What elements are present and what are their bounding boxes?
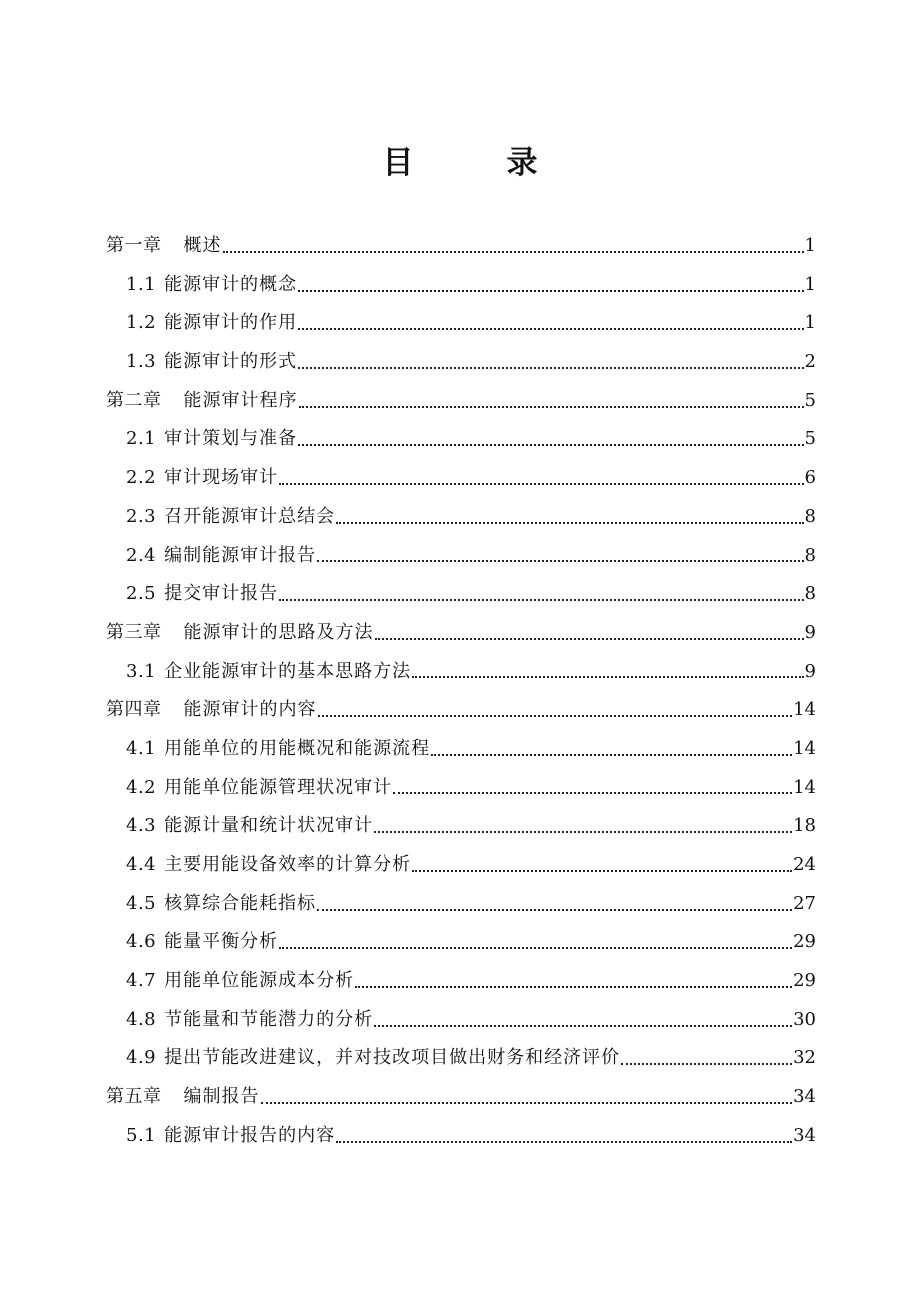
toc-entry-title: 能源审计程序	[183, 389, 298, 411]
toc-entry-title: 节能量和节能潜力的分析	[164, 1008, 374, 1030]
toc-entry-title: 能源审计的作用	[164, 312, 298, 334]
toc-entry-page: 14	[793, 776, 816, 798]
toc-entry-4-4[interactable]	[106, 846, 816, 885]
toc-entry-title: 审计现场审计	[164, 467, 279, 489]
dot-leader	[223, 250, 804, 253]
toc-entry-1-3[interactable]	[106, 343, 816, 382]
toc-entry-page: 5	[804, 389, 816, 411]
dot-leader	[318, 714, 793, 717]
toc-entry-number: 2.3	[126, 505, 157, 527]
toc-entry-number: 4.1	[126, 737, 157, 759]
toc-entry-title: 用能单位能源成本分析	[164, 970, 355, 992]
toc-entry-number: 2.2	[126, 467, 157, 489]
toc-entry-title: 能源审计的形式	[164, 351, 298, 373]
toc-entry-page: 29	[793, 970, 816, 992]
toc-entry-page: 34	[793, 1086, 816, 1108]
toc-entry-page: 14	[793, 699, 816, 721]
toc-entry-4-5[interactable]	[106, 885, 816, 924]
page-title: 目 录	[382, 145, 538, 181]
toc-entry-number: 第二章	[106, 389, 162, 411]
dot-leader	[298, 366, 803, 369]
toc-entry-number: 2.4	[126, 544, 157, 566]
toc-entry-4-8[interactable]	[106, 1001, 816, 1040]
toc-entry-number: 4.6	[126, 931, 157, 953]
toc-entry-page: 27	[793, 892, 816, 914]
toc-entry-chapter-5[interactable]	[106, 1078, 816, 1117]
toc-entry-page: 30	[793, 1008, 816, 1030]
toc-entry-page: 1	[804, 312, 816, 334]
toc-entry-chapter-1[interactable]	[106, 227, 816, 266]
dot-leader	[336, 521, 803, 524]
toc-entry-page: 29	[793, 931, 816, 953]
toc-entry-title: 提出节能改进建议，并对技改项目做出财务和经济评价	[164, 1047, 621, 1069]
toc-entry-page: 9	[804, 621, 816, 643]
dot-leader	[412, 675, 803, 678]
toc-entry-title: 用能单位的用能概况和能源流程	[164, 737, 431, 759]
dot-leader	[298, 443, 803, 446]
toc-entry-page: 32	[793, 1047, 816, 1069]
toc-entry-page: 8	[804, 583, 816, 605]
dot-leader	[298, 327, 803, 330]
dot-leader	[621, 1062, 792, 1065]
toc-entry-page: 1	[804, 235, 816, 256]
toc-entry-number: 4.8	[126, 1008, 157, 1030]
toc-entry-title: 用能单位能源管理状况审计	[164, 776, 393, 798]
toc-entry-title: 能源计量和统计状况审计	[164, 815, 374, 837]
dot-leader	[299, 405, 804, 408]
toc-entry-2-5[interactable]	[106, 575, 816, 614]
toc-entry-2-1[interactable]	[106, 420, 816, 459]
toc-entry-page: 34	[793, 1124, 816, 1146]
dot-leader	[431, 753, 792, 756]
toc-entry-4-6[interactable]	[106, 923, 816, 962]
table-of-contents	[106, 227, 816, 1156]
toc-entry-4-9[interactable]	[106, 1039, 816, 1078]
toc-entry-number: 4.3	[126, 815, 157, 837]
toc-entry-title: 能量平衡分析	[164, 931, 279, 953]
toc-entry-2-4[interactable]	[106, 537, 816, 576]
dot-leader	[279, 482, 803, 485]
toc-entry-page: 24	[793, 854, 816, 875]
toc-entry-title: 编制报告	[183, 1086, 260, 1108]
toc-entry-2-3[interactable]	[106, 498, 816, 537]
toc-entry-number: 1.3	[126, 351, 157, 373]
toc-entry-page: 8	[804, 544, 816, 566]
toc-entry-number: 第四章	[106, 699, 162, 721]
dot-leader	[374, 830, 792, 833]
toc-entry-1-1[interactable]	[106, 266, 816, 305]
toc-entry-page: 9	[804, 660, 816, 682]
toc-entry-title: 能源审计的内容	[183, 699, 317, 721]
dot-leader	[393, 791, 792, 794]
dot-leader	[375, 637, 804, 640]
dot-leader	[317, 908, 792, 911]
toc-entry-chapter-4[interactable]	[106, 691, 816, 730]
toc-entry-number: 4.9	[126, 1047, 157, 1069]
dot-leader	[317, 559, 803, 562]
dot-leader	[355, 985, 792, 988]
toc-entry-number: 第五章	[106, 1086, 162, 1108]
toc-entry-page: 2	[804, 351, 816, 373]
toc-entry-4-2[interactable]	[106, 769, 816, 808]
toc-entry-title: 审计策划与准备	[164, 428, 298, 450]
toc-entry-number: 4.2	[126, 776, 157, 798]
toc-entry-number: 4.4	[126, 854, 157, 875]
toc-entry-number: 1.2	[126, 312, 157, 334]
toc-entry-title: 主要用能设备效率的计算分析	[164, 854, 412, 875]
dot-leader	[279, 946, 792, 949]
toc-entry-page: 5	[804, 428, 816, 450]
toc-entry-chapter-2[interactable]	[106, 382, 816, 421]
toc-entry-page: 1	[804, 273, 816, 295]
toc-entry-5-1[interactable]	[106, 1117, 816, 1156]
toc-entry-3-1[interactable]	[106, 653, 816, 692]
toc-entry-page: 14	[793, 737, 816, 759]
toc-entry-title: 企业能源审计的基本思路方法	[164, 660, 412, 682]
toc-entry-number: 2.5	[126, 583, 157, 605]
dot-leader	[279, 598, 803, 601]
toc-entry-title: 能源审计的概念	[164, 273, 298, 295]
toc-entry-title: 能源审计的思路及方法	[183, 621, 374, 643]
toc-entry-4-3[interactable]	[106, 807, 816, 846]
toc-entry-page: 18	[793, 815, 816, 837]
dot-leader	[336, 1140, 792, 1143]
toc-entry-number: 3.1	[126, 660, 157, 682]
toc-entry-4-1[interactable]	[106, 730, 816, 769]
toc-entry-number: 5.1	[126, 1124, 157, 1146]
toc-entry-number: 第一章	[106, 235, 162, 256]
toc-entry-number: 4.5	[126, 892, 157, 914]
dot-leader	[412, 869, 792, 872]
toc-entry-number: 第三章	[106, 621, 162, 643]
toc-entry-4-7[interactable]	[106, 962, 816, 1001]
toc-entry-number: 2.1	[126, 428, 157, 450]
toc-entry-title: 召开能源审计总结会	[164, 505, 336, 527]
toc-entry-title: 能源审计报告的内容	[164, 1124, 336, 1146]
toc-entry-title: 提交审计报告	[164, 583, 279, 605]
toc-entry-number: 1.1	[126, 273, 157, 295]
toc-entry-page: 8	[804, 505, 816, 527]
dot-leader	[298, 289, 803, 292]
toc-entry-title: 编制能源审计报告	[164, 544, 317, 566]
dot-leader	[374, 1024, 792, 1027]
toc-entry-title: 核算综合能耗指标	[164, 892, 317, 914]
dot-leader	[261, 1101, 793, 1104]
toc-entry-chapter-3[interactable]	[106, 614, 816, 653]
toc-entry-number: 4.7	[126, 970, 157, 992]
toc-entry-title: 概述	[183, 235, 222, 256]
toc-entry-page: 6	[804, 467, 816, 489]
toc-entry-1-2[interactable]	[106, 304, 816, 343]
toc-entry-2-2[interactable]	[106, 459, 816, 498]
